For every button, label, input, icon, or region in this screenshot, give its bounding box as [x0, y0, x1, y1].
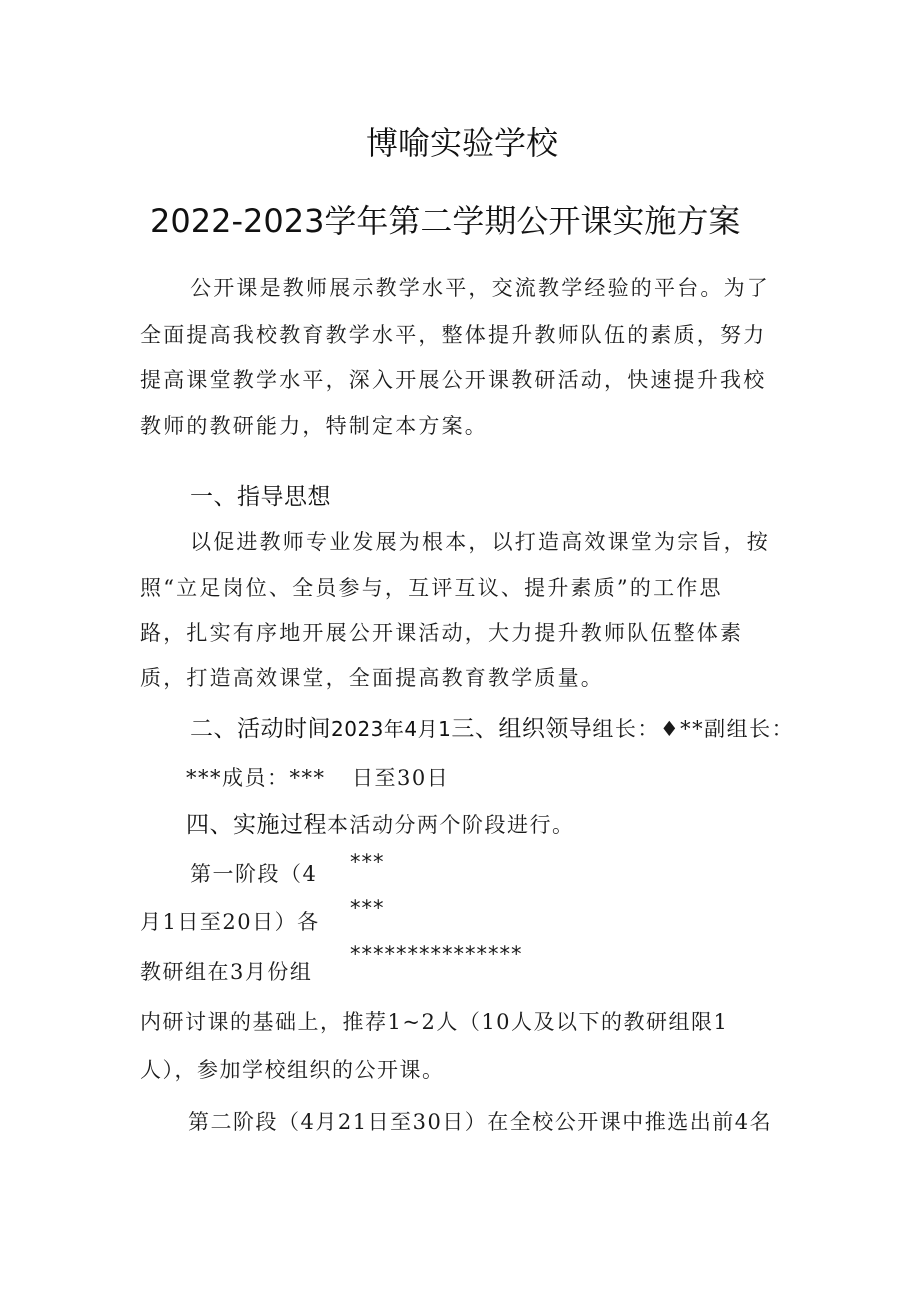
section4-intro: 本活动分两个阶段进行。 [327, 813, 575, 837]
stars-line: *************** [350, 942, 523, 966]
school-title: 博喻实验学校 [366, 124, 559, 162]
section4-heading: 四、实施过程 [186, 812, 327, 838]
intro-line: 全面提高我校教育教学水平，整体提升教师队伍的素质，努力 [140, 323, 767, 347]
section1-line: 照“立足岗位、全员参与，互评互议、提升素质”的工作思 [140, 576, 723, 600]
intro-line: 教师的教研能力，特制定本方案。 [140, 414, 488, 438]
stars-line: *** [350, 896, 385, 920]
section2-heading: 二、活动时间 [190, 716, 331, 742]
section2-3-line [190, 710, 794, 743]
section4-line [186, 806, 575, 839]
section3-heading: 三、组织领导 [451, 716, 593, 742]
stage2-line: 第二阶段（4月21日至30日）在全校公开课中推选出前4名 [188, 1110, 773, 1134]
section1-line: 以促进教师专业发展为根本，以打造高效课堂为宗旨，按 [190, 530, 770, 554]
members-text: ***成员：*** [186, 766, 326, 790]
section1-line: 路，扎实有序地开展公开课活动，大力提升教师队伍整体素 [140, 621, 744, 645]
stage1-line: 内研讨课的基础上，推荐1~2人（10人及以下的教研组限1 [140, 1010, 729, 1034]
stars-line: *** [350, 850, 385, 874]
intro-line: 公开课是教师展示教学水平，交流教学经验的平台。为了 [190, 276, 770, 300]
stage1-line: 人），参加学校组织的公开课。 [140, 1058, 445, 1082]
activity-date-end: 日至30日 [352, 766, 450, 790]
plan-title: 2022-2023学年第二学期公开课实施方案 [150, 202, 741, 240]
stage1-line: 教研组在3月份组 [140, 960, 313, 984]
activity-date: 2023年4月1 [331, 717, 452, 741]
intro-line: 提高课堂教学水平，深入开展公开课教研活动，快速提升我校 [140, 368, 767, 392]
leader-text: 组长：♦**副组长： [592, 717, 795, 741]
section1-line: 质，打造高效课堂，全面提高教育教学质量。 [140, 666, 604, 690]
stage1-line: 第一阶段（4 [190, 862, 318, 886]
section1-heading: 一、指导思想 [190, 484, 331, 510]
stage1-line: 月1日至20日）各 [140, 910, 320, 934]
